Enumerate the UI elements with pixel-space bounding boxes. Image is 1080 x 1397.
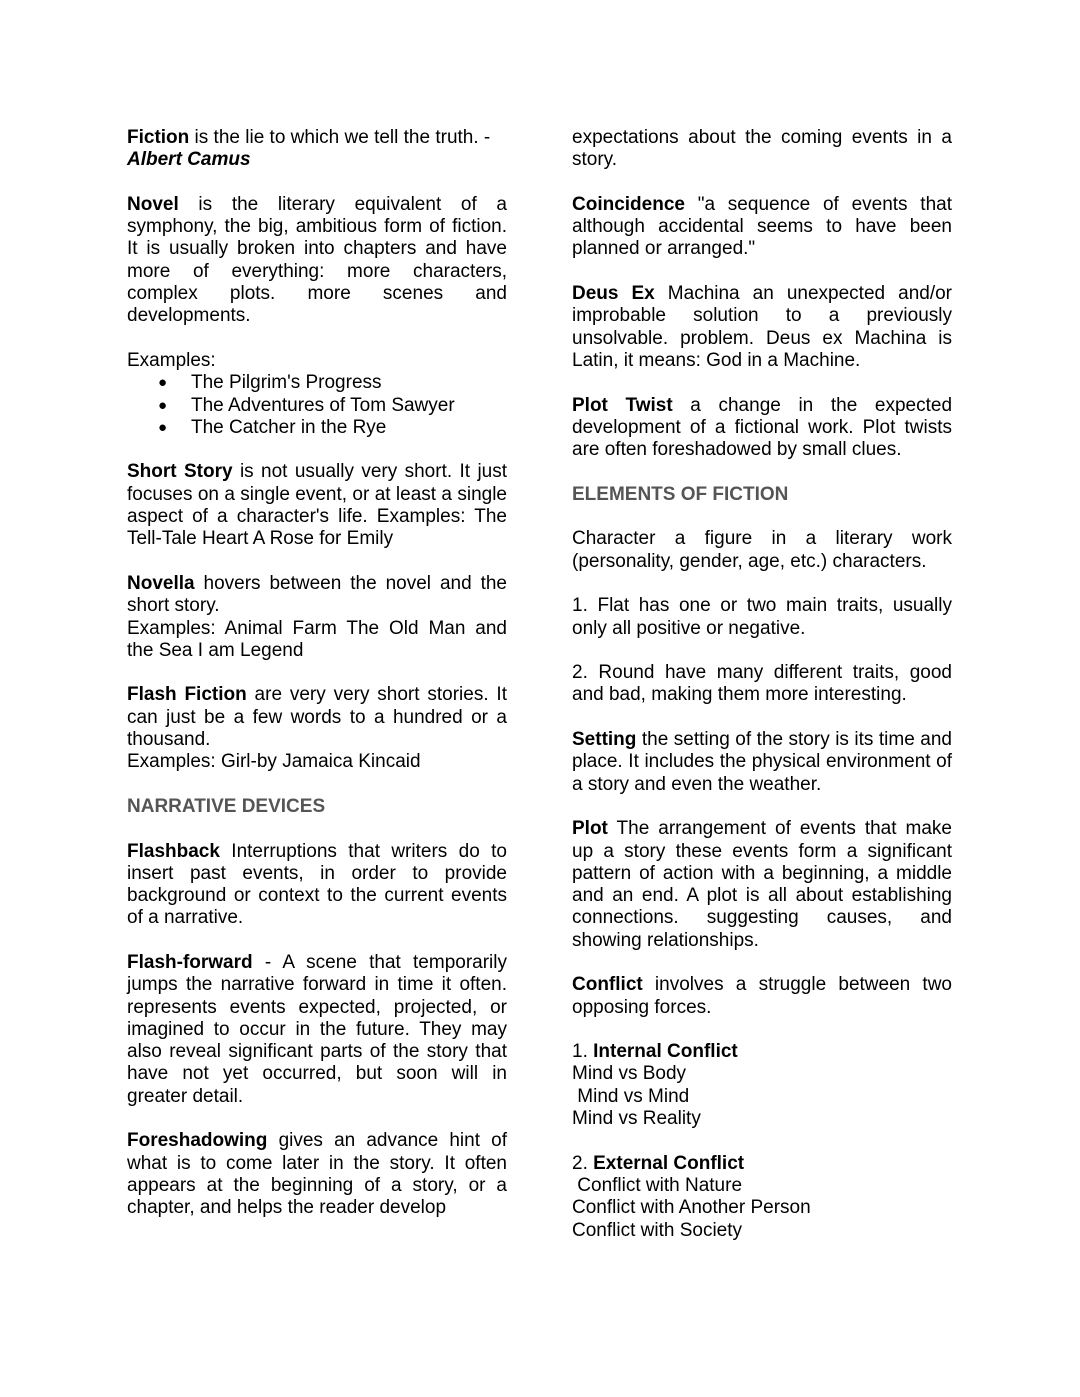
novel-term: Novel: [127, 193, 179, 215]
internal-conflict-block: [572, 1041, 952, 1130]
bullet-icon: ●: [158, 396, 168, 414]
novella-examples: Examples: Animal Farm The Old Man and the Sea I am Legend: [127, 617, 507, 661]
flash-fiction-examples: Examples: Girl-by Jamaica Kincaid: [127, 751, 421, 773]
plot-term: Plot: [572, 818, 608, 840]
plot-twist-term: Plot Twist: [572, 394, 673, 416]
foreshadowing-definition: Foreshadowing gives an advance hint of what is to come later in the story. It often appears at the beginning of a story, or a chapter, and helps the reader develop: [127, 1130, 507, 1219]
list-item: Conflict with Another Person: [572, 1197, 811, 1219]
narrative-devices-heading: NARRATIVE DEVICES: [127, 795, 326, 817]
foreshadowing-continuation: expectations about the coming events in a story.: [572, 127, 952, 171]
list-item: Conflict with Society: [572, 1219, 743, 1241]
flash-fiction-term: Flash Fiction: [127, 684, 247, 706]
conflict-term: Conflict: [572, 974, 643, 996]
list-item: ● The Catcher in the Rye: [158, 416, 387, 438]
quote-author: Albert Camus: [127, 149, 251, 171]
fiction-term: Fiction: [127, 127, 190, 148]
left-column: [127, 127, 507, 1220]
plot-twist-definition: Plot Twist a change in the expected development of a fictional work. Plot twists are often foreshadowed by small clues.: [572, 394, 953, 461]
character-definition: Character a figure in a literary work (personality, gender, age, etc.) characters.: [572, 528, 952, 572]
flash-fiction-definition: Flash Fiction are very very short stories. It can just be a few words to a hundred or a thousand. Examples: Girl-by Jamaica Kincaid: [127, 684, 507, 773]
foreshadowing-term: Foreshadowing: [127, 1130, 268, 1152]
flash-forward-term: Flash-forward: [127, 951, 253, 973]
novella-definition: Novella hovers between the novel and the short story. Examples: Animal Farm The Old Man and the Sea I am Legend: [127, 572, 507, 661]
list-item: ● The Adventures of Tom Sawyer: [158, 394, 455, 416]
coincidence-definition: Coincidence "a sequence of events that although accidental seems to have been planned or arranged.": [572, 193, 952, 260]
right-column: [572, 127, 952, 1242]
novel-definition: Novel is the literary equivalent of a symphony, the big, ambitious form of fiction. It is usually broken into chapters and have more of everything: more characters, complex plots. more scenes and developments.: [127, 193, 507, 327]
flat-character-definition: 1. Flat has one or two main traits, usually only all positive or negative.: [572, 595, 952, 639]
list-item: ● The Pilgrim's Progress: [158, 372, 382, 394]
list-item: Mind vs Reality: [572, 1108, 701, 1130]
deus-ex-term: Deus Ex: [572, 283, 655, 305]
setting-term: Setting: [572, 729, 637, 751]
novel-examples-list: [127, 372, 507, 439]
novel-examples: [127, 350, 507, 439]
external-conflict-title: 2. External Conflict: [572, 1152, 745, 1174]
coincidence-term: Coincidence: [572, 193, 685, 215]
novella-term: Novella: [127, 572, 195, 594]
list-item: Mind vs Body: [572, 1063, 687, 1085]
short-story-term: Short Story: [127, 461, 233, 483]
short-story-definition: Short Story is not usually very short. It just focuses on a single event, or at least a single aspect of a character's life. Examples: The Tell-Tale Heart A Rose for Emily: [127, 461, 508, 550]
list-item: Conflict with Nature: [572, 1174, 743, 1196]
list-item: Mind vs Mind: [572, 1085, 690, 1107]
flashback-term: Flashback: [127, 840, 220, 862]
flash-forward-definition: Flash-forward - A scene that temporarily jumps the narrative forward in time it often. represents events expected, projected, or imagined to occur in the future. They may also reveal significant parts of the story that have not yet occurred, but soon will in greater detail.: [127, 951, 507, 1107]
deus-ex-machina-definition: Deus Ex Machina an unexpected and/or improbable solution to a previously unsolvable. problem. Deus ex Machina is Latin, it means: God in a Machine.: [572, 283, 952, 371]
plot-definition: Plot The arrangement of events that make up a story these events form a significant pattern of action with a beginning, a middle and an end. A plot is all about establishing connections. suggesting causes, and showing relationships.: [572, 818, 952, 951]
conflict-definition: Conflict involves a struggle between two opposing forces.: [572, 974, 952, 1018]
setting-definition: Setting the setting of the story is its time and place. It includes the physical environment of a story and even the weather.: [572, 729, 952, 795]
flashback-definition: Flashback Interruptions that writers do to insert past events, in order to provide background or context to the current events of a narrative.: [127, 840, 507, 929]
elements-of-fiction-heading: ELEMENTS OF FICTION: [572, 483, 789, 505]
bullet-icon: ●: [158, 374, 168, 392]
bullet-icon: ●: [158, 418, 168, 436]
internal-conflict-title: 1. Internal Conflict: [572, 1041, 738, 1063]
external-conflict-block: [572, 1153, 952, 1242]
round-character-definition: 2. Round have many different traits, good and bad, making them more interesting.: [572, 662, 952, 706]
examples-label: Examples:: [127, 349, 216, 371]
fiction-quote: Fiction is the lie to which we tell the truth. - Albert Camus: [127, 127, 491, 171]
